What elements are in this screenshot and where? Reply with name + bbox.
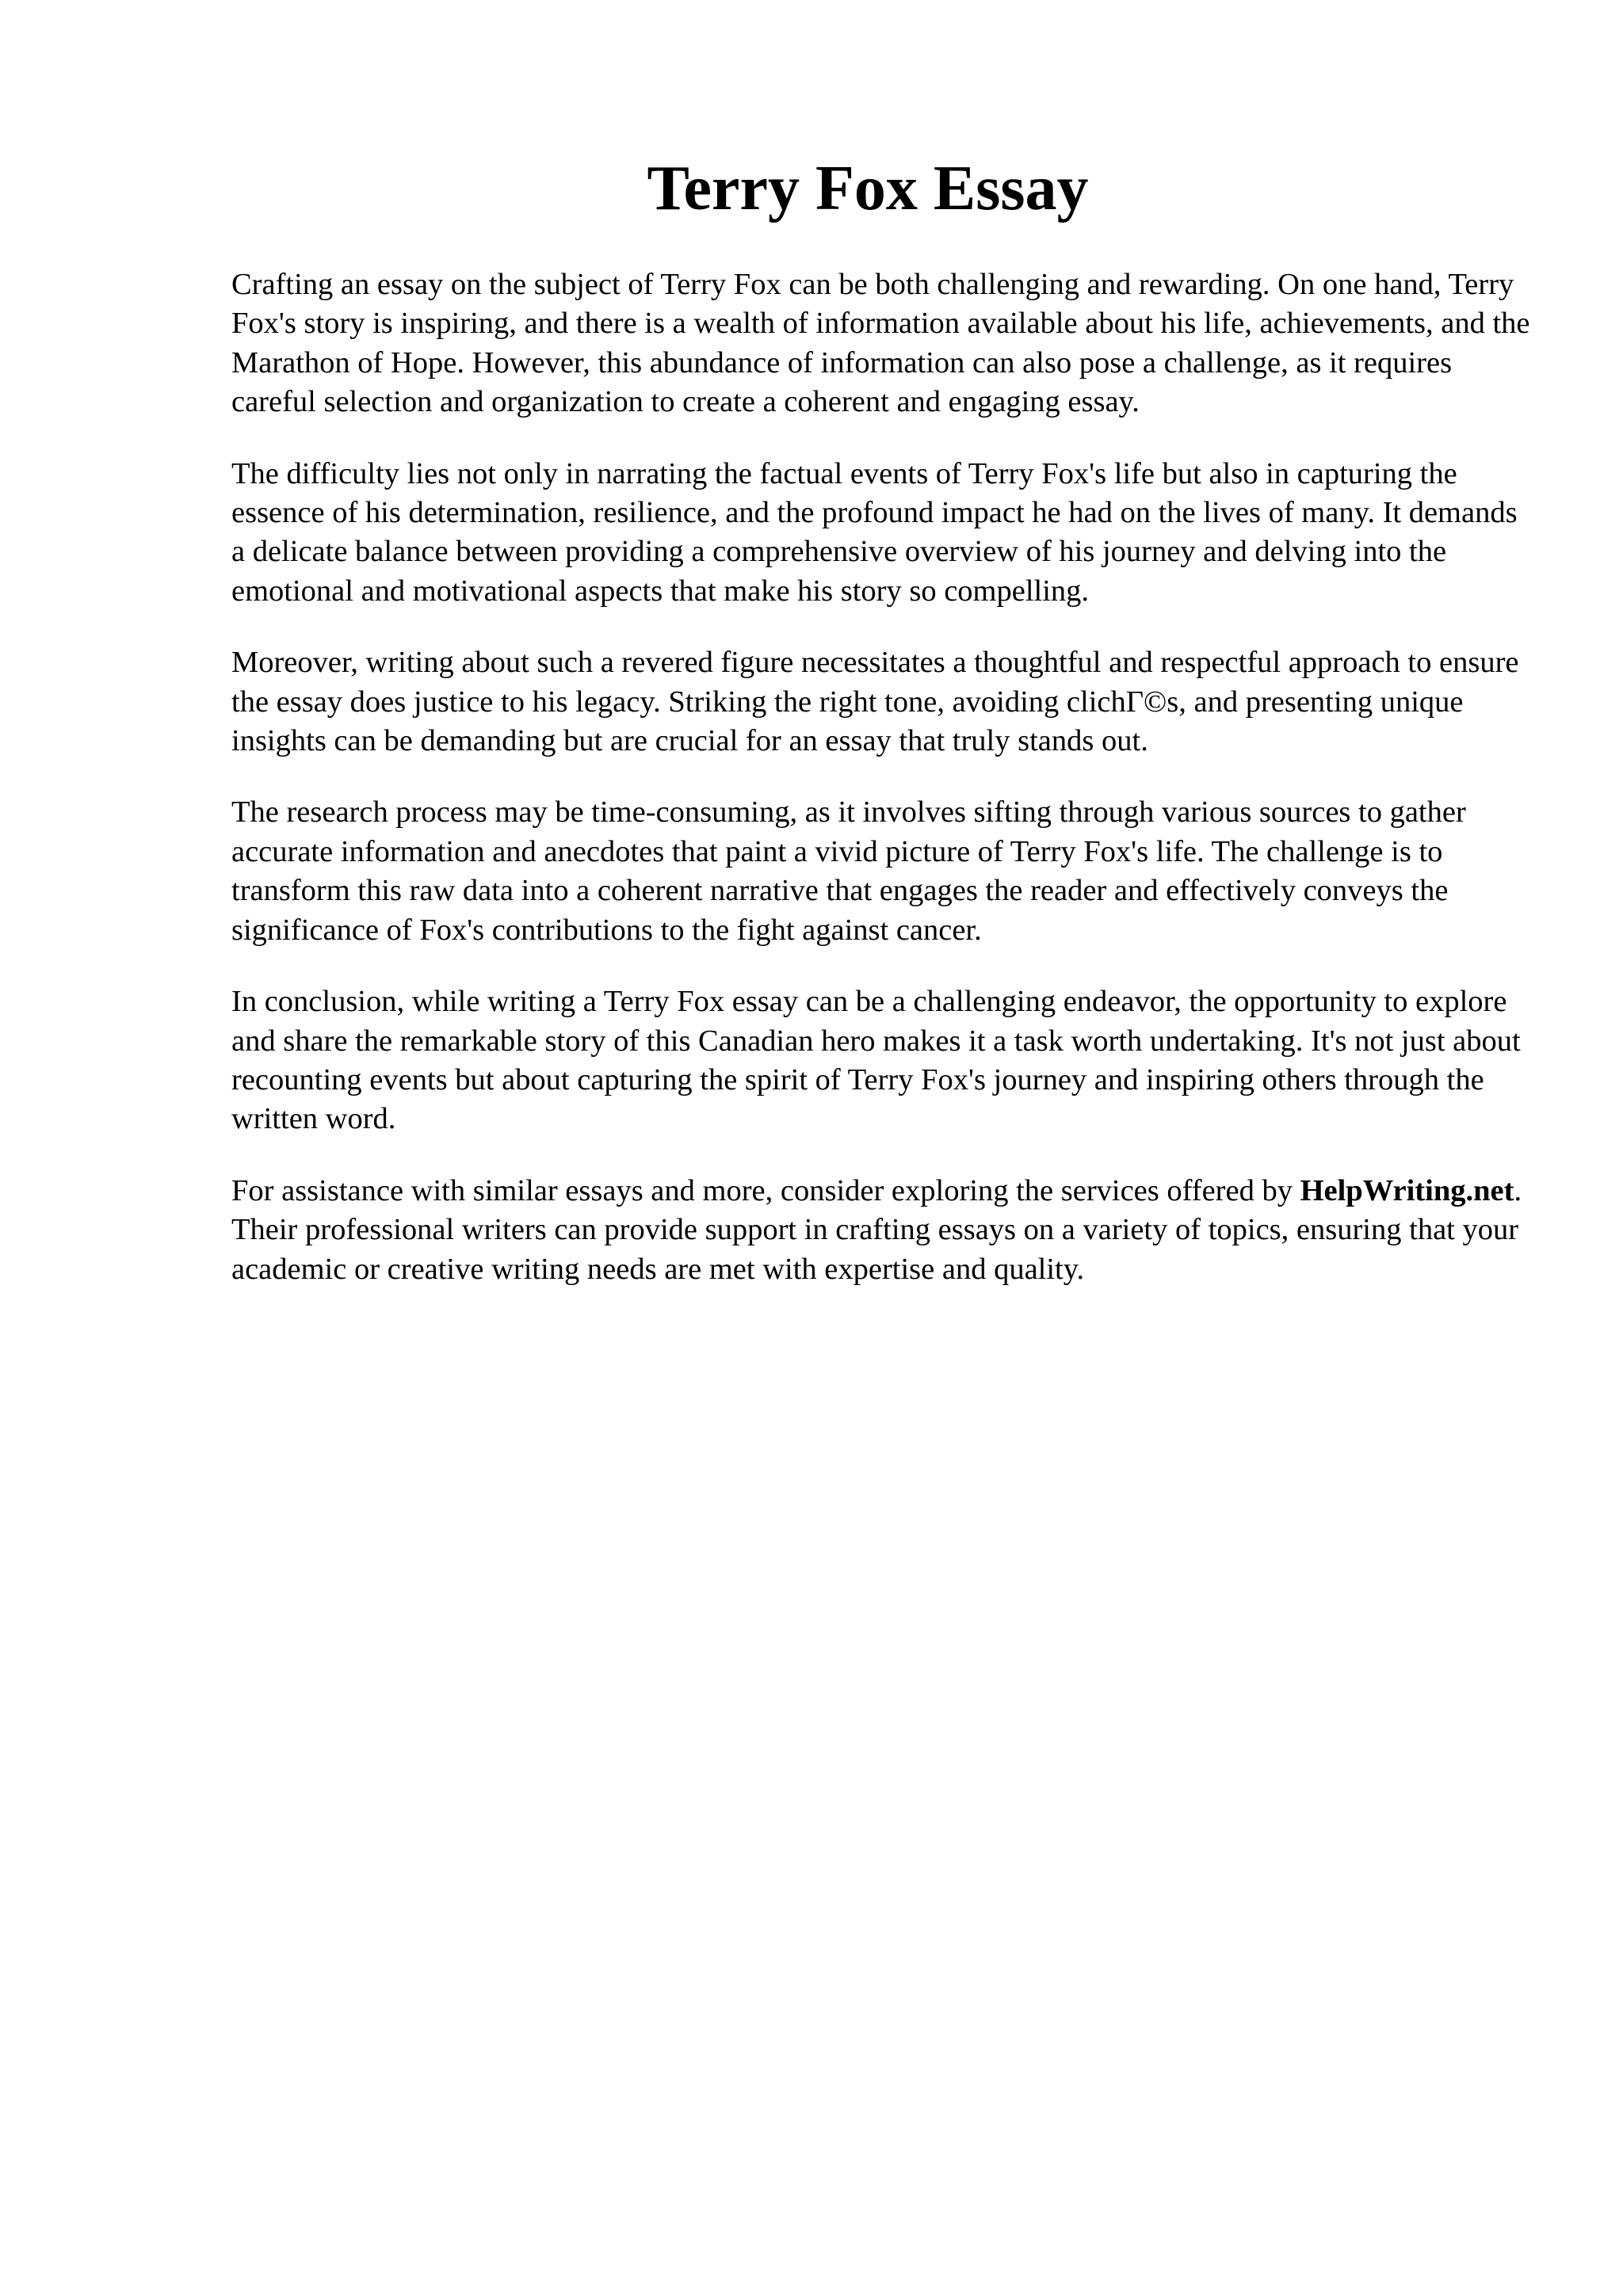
closing-text-before: For assistance with similar essays and more, consider exploring the services offered by [231,1173,1300,1207]
essay-body [231,265,1531,1322]
closing-text-after: . Their professional writers can provide support in crafting essays on a variety of topics, ensuring that your academic or creative writing needs are met with expertise and quality. [231,1173,1522,1286]
paragraph-conclusion: In conclusion, while writing a Terry Fox essay can be a challenging endeavor, the opportunity to explore and share the remarkable story of this Canadian hero makes it a task worth undertaking. It's not just about recounting events but about capturing the spirit of Terry Fox's journey and inspiring others through the written word. [231,985,1521,1136]
paragraph-intro: Crafting an essay on the subject of Terry Fox can be both challenging and rewarding. On one hand, Terry Fox's story is inspiring, and there is a wealth of information available about his life, achievements, and the Marathon of Hope. However, this abundance of information can also pose a challenge, as it requires careful selection and organization to create a coherent and engaging essay. [231,268,1530,419]
paragraph-tone: Moreover, writing about such a revered figure necessitates a thoughtful and respectful approach to ensure the essay does justice to his legacy. Striking the right tone, avoiding clichΓ©s, and presenting unique insights can be demanding but are crucial for an essay that truly stands out. [231,646,1519,758]
paragraph-difficulty: The difficulty lies not only in narrating the factual events of Terry Fox's life but also in capturing the essence of his determination, resilience, and the profound impact he had on the lives of many. It demands a delicate balance between providing a comprehensive overview of his journey and delving into the emotional and motivational aspects that make his story so compelling. [231,456,1518,608]
brand-name: HelpWriting.net [1300,1173,1514,1207]
paragraph-closing [231,1172,1531,1289]
paragraph-research: The research process may be time-consuming, as it involves sifting through various sources to gather accurate information and anecdotes that paint a vivid picture of Terry Fox's life. The challenge is to transform this raw data into a coherent narrative that engages the reader and effectively conveys the significance of Fox's contributions to the fight against cancer. [231,795,1466,947]
page-title: Terry Fox Essay [647,154,1089,223]
